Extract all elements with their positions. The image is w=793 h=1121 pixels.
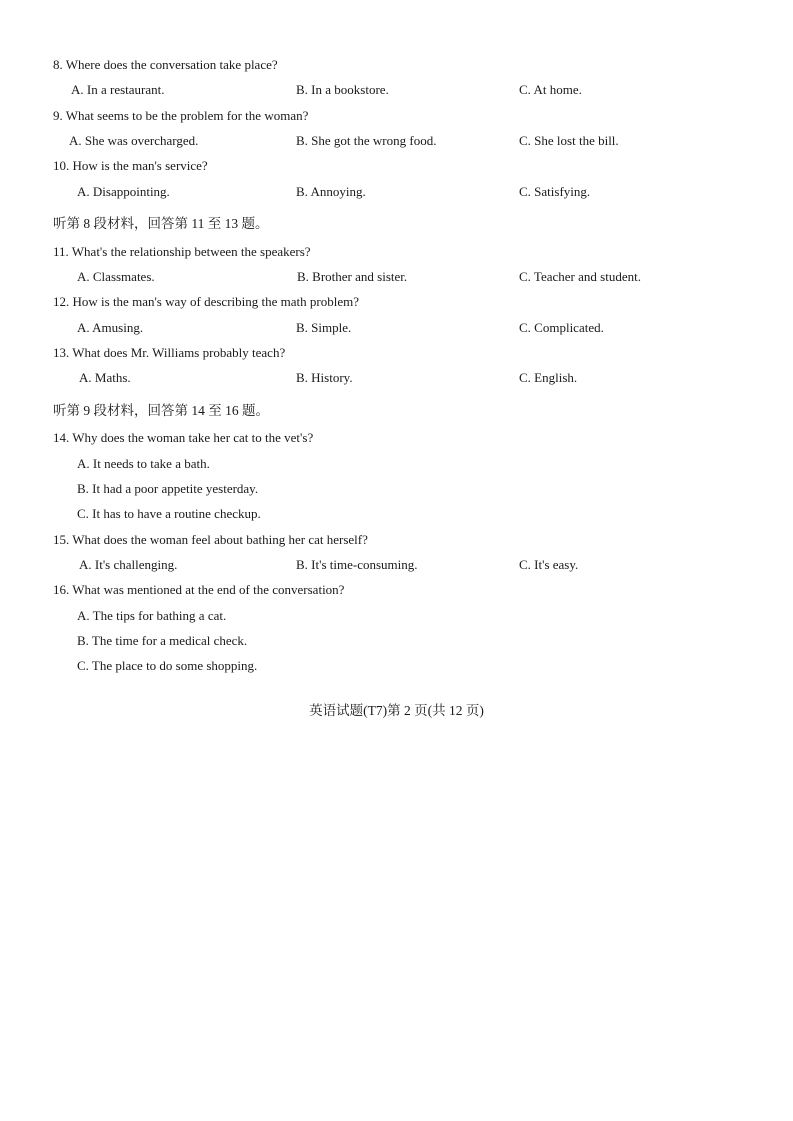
question-16-stem: 16. What was mentioned at the end of the conversation? <box>53 582 345 597</box>
question-11-option-a: A. Classmates. <box>77 269 155 284</box>
question-15-stem: 15. What does the woman feel about bathing her cat herself? <box>53 532 368 547</box>
question-15-option-a: A. It's challenging. <box>79 557 178 572</box>
question-15-option-c: C. It's easy. <box>519 557 579 572</box>
question-12-option-a: A. Amusing. <box>77 320 144 335</box>
question-11-option-c: C. Teacher and student. <box>519 269 641 284</box>
question-10-option-c: C. Satisfying. <box>519 184 591 199</box>
question-13-option-b: B. History. <box>296 370 353 385</box>
question-8-option-a: A. In a restaurant. <box>71 82 165 97</box>
question-9-option-b: B. She got the wrong food. <box>296 133 437 148</box>
section-8-heading: 听第 8 段材料，回答第 11 至 13 题。 <box>53 216 269 231</box>
question-10-option-a: A. Disappointing. <box>77 184 170 199</box>
section-9-heading: 听第 9 段材料，回答第 14 至 16 题。 <box>53 403 269 418</box>
question-8-option-c: C. At home. <box>519 82 582 97</box>
question-12-stem: 12. How is the man's way of describing the math problem? <box>53 294 359 309</box>
question-10-stem: 10. How is the man's service? <box>53 158 208 173</box>
page-footer: 英语试题(T7)第 2 页(共 12 页) <box>309 703 484 718</box>
question-8-option-b: B. In a bookstore. <box>296 82 389 97</box>
question-11-option-b: B. Brother and sister. <box>297 269 408 284</box>
question-12-option-b: B. Simple. <box>296 320 352 335</box>
question-15-option-b: B. It's time-consuming. <box>296 557 418 572</box>
question-10-option-b: B. Annoying. <box>296 184 366 199</box>
question-13-stem: 13. What does Mr. Williams probably teach? <box>53 345 286 360</box>
question-13-option-a: A. Maths. <box>79 370 131 385</box>
question-14-stem: 14. Why does the woman take her cat to the vet's? <box>53 430 314 445</box>
question-13-option-c: C. English. <box>519 370 578 385</box>
question-16-option-c: C. The place to do some shopping. <box>77 658 258 673</box>
question-14-option-c: C. It has to have a routine checkup. <box>77 506 261 521</box>
question-12-option-c: C. Complicated. <box>519 320 604 335</box>
question-14-option-b: B. It had a poor appetite yesterday. <box>77 481 259 496</box>
question-16-option-a: A. The tips for bathing a cat. <box>77 608 227 623</box>
question-8-stem: 8. Where does the conversation take place? <box>53 57 278 72</box>
question-9-option-c: C. She lost the bill. <box>519 133 619 148</box>
question-16-option-b: B. The time for a medical check. <box>77 633 248 648</box>
question-11-stem: 11. What's the relationship between the speakers? <box>53 244 311 259</box>
question-9-option-a: A. She was overcharged. <box>69 133 199 148</box>
question-9-stem: 9. What seems to be the problem for the woman? <box>53 108 309 123</box>
question-14-option-a: A. It needs to take a bath. <box>77 456 210 471</box>
